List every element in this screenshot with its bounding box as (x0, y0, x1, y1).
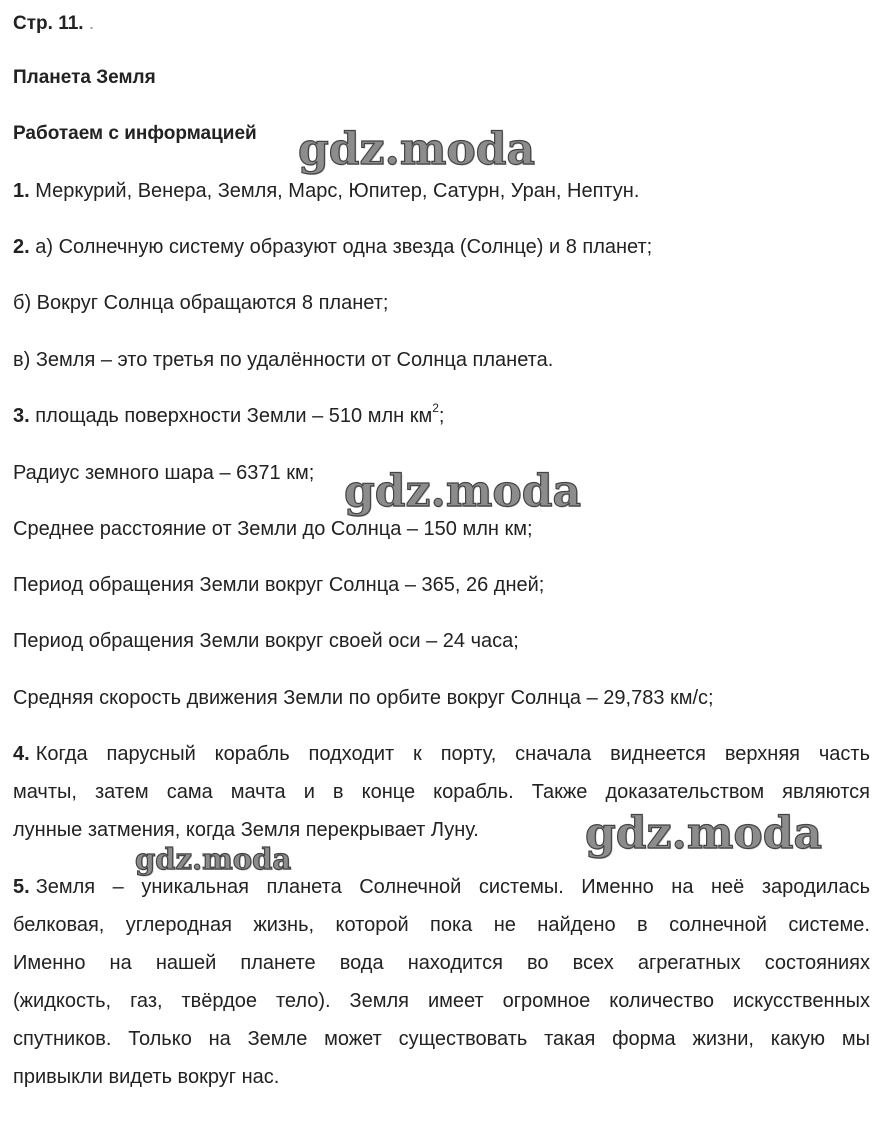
watermark-logo: gdz.moda (585, 808, 823, 859)
answer-5-line-1-text: Земля – уникальная планета Солнечной системы. Именно на неё зародилась (35, 876, 870, 898)
answer-1-text: Меркурий, Венера, Земля, Марс, Юпитер, Сатурн, Уран, Нептун. (35, 180, 640, 202)
page-reference-dot: . (88, 13, 95, 34)
answer-3-line-1 (13, 401, 445, 428)
page-reference-text: Стр. 11. (13, 13, 84, 34)
answer-5-number: 5. (13, 876, 30, 898)
answer-1-number: 1. (13, 180, 30, 202)
answer-5-line-6: привыкли видеть вокруг нас. (13, 1066, 280, 1088)
answer-3-superscript: 2 (432, 401, 439, 416)
answer-5-line-5: спутников. Только на Земле может существовать такая форма жизни, какую мы (13, 1028, 870, 1050)
page-reference (13, 12, 94, 36)
answer-4-line-1-text: Когда парусный корабль подходит к порту, сначала виднеется верхняя часть (35, 743, 870, 765)
answer-4-line-1 (13, 742, 870, 766)
section-title: Планета Земля (13, 67, 156, 88)
answer-4-line-2: мачты, затем сама мачта и в конце корабль. Также доказательством являются (13, 781, 870, 803)
answer-2-line-a-text: а) Солнечную систему образуют одна звезда (Солнце) и 8 планет; (35, 236, 653, 258)
answer-5-line-4: (жидкость, газ, твёрдое тело). Земля имеет огромное количество искусственных (13, 990, 870, 1012)
answer-2-line-b: б) Вокруг Солнца обращаются 8 планет; (13, 292, 389, 314)
answer-3-line-2: Радиус земного шара – 6371 км; (13, 462, 315, 484)
answer-3-line-3: Среднее расстояние от Земли до Солнца – 150 млн км; (13, 518, 533, 540)
answer-4-number: 4. (13, 743, 30, 765)
watermark-logo: gdz.moda (344, 466, 582, 517)
answer-3-line-1-end: ; (438, 405, 445, 427)
watermark-logo: gdz.moda (135, 842, 292, 876)
answer-1 (13, 179, 639, 203)
answer-3-line-5: Период обращения Земли вокруг своей оси – 24 часа; (13, 630, 519, 652)
answer-3-line-4: Период обращения Земли вокруг Солнца – 365, 26 дней; (13, 574, 545, 596)
answer-3-line-6: Средняя скорость движения Земли по орбите вокруг Солнца – 29,783 км/с; (13, 687, 714, 709)
answer-3-line-1-text: площадь поверхности Земли – 510 млн км (35, 405, 433, 427)
answer-5-line-1 (13, 875, 870, 899)
answer-4-line-3: лунные затмения, когда Земля перекрывает Луну. (13, 819, 479, 841)
watermark-logo: gdz.moda (298, 124, 536, 175)
answer-5-line-3: Именно на нашей планете вода находится во всех агрегатных состояниях (13, 952, 870, 974)
section-subtitle: Работаем с информацией (13, 123, 257, 144)
answer-3-number: 3. (13, 405, 30, 427)
answer-2-number: 2. (13, 236, 30, 258)
answer-2-line-c: в) Земля – это третья по удалённости от Солнца планета. (13, 349, 554, 371)
answer-5-line-2: белковая, углеродная жизнь, которой пока не найдено в солнечной системе. (13, 914, 870, 936)
answer-2-line-a (13, 235, 652, 259)
